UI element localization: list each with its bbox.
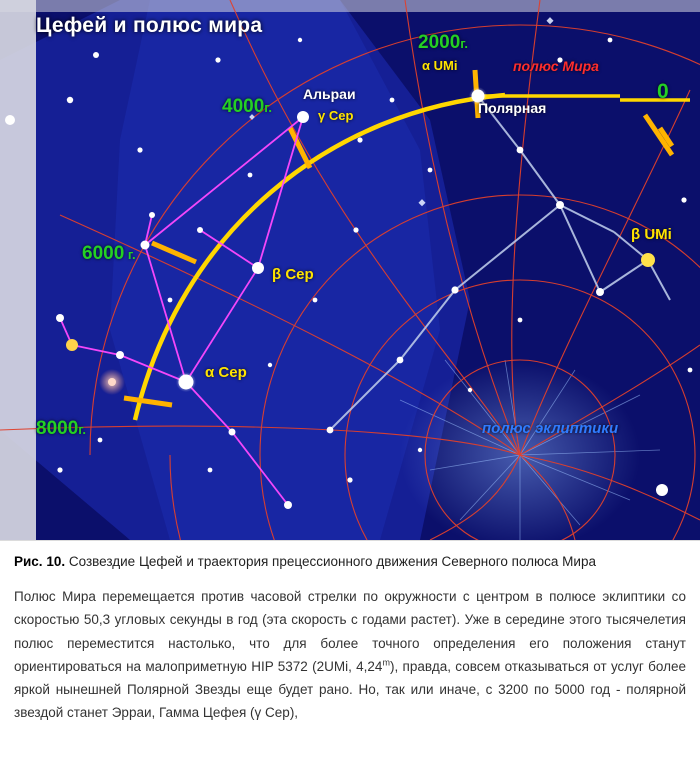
label-star-alpha-cep: α Сер xyxy=(205,364,247,381)
figure-number: Рис. 10. xyxy=(14,554,66,569)
article-body xyxy=(0,575,700,742)
figure-caption xyxy=(0,541,700,575)
page-title: Цефей и полюс мира xyxy=(36,14,263,37)
label-epoch-4000: 4000г. xyxy=(222,96,273,117)
label-epoch-2000: 2000г. xyxy=(418,32,469,53)
label-star-alpha-umi: α UMi xyxy=(422,58,458,73)
article-paragraph-1: Полюс Мира перемещается против часовой стрелки по окружности с центром в полюсе эклиптики со скоростью 50,3 угловых секунды в год (эта скорость с годами растет). Уже в середине этого тысячелетия полюс переместится настолько, что для более точного определения его положения станут ориентироваться на малоприметную HIP 5372 (2UMi, 4,24 xyxy=(14,589,686,674)
figure-caption-text: Созвездие Цефей и траектория прецессионного движения Северного полюса Мира xyxy=(65,554,596,569)
label-star-gamma-cep: γ Сер xyxy=(318,108,354,123)
label-ecliptic-pole: полюс эклиптики xyxy=(482,420,619,437)
label-star-beta-umi: β UMi xyxy=(631,226,672,243)
label-epoch-6000: 6000 г. xyxy=(82,243,136,264)
label-epoch-0: 0 xyxy=(657,80,669,103)
magnitude-superscript: m xyxy=(382,657,390,668)
label-star-beta-cep: β Сер xyxy=(272,266,314,283)
label-star-polaris: Полярная xyxy=(478,100,547,116)
label-star-alrai: Альраи xyxy=(303,86,356,102)
label-pole-of-world: полюс Мира xyxy=(513,58,599,74)
article-paragraph-2: ), правда, совсем отказываться от услуг более яркой нынешней Полярной Звезды еще будет рано. Но, так или иначе, с 3200 по 5000 год - полярной звездой станет Эрраи, Гамма Цефея (γ Сер), xyxy=(14,658,686,721)
label-epoch-8000: 8000г. xyxy=(36,418,87,439)
